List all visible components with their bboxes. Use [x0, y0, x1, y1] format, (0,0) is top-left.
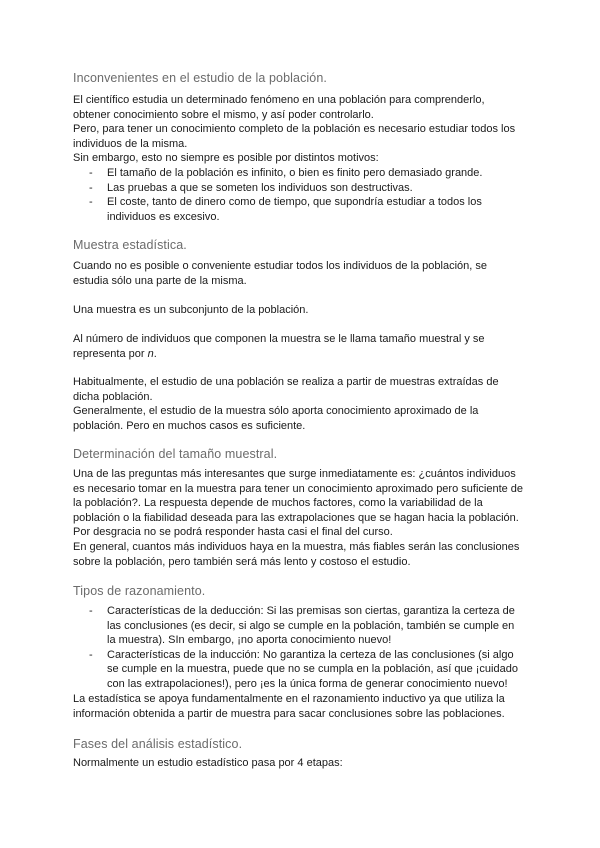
text-line: las conclusiones (es decir, si algo se cumple en la población, también se cumple en	[107, 619, 515, 632]
text-line: Pero, para tener un conocimiento completo de la población es necesario estudiar todos los	[73, 123, 516, 136]
bullet-dash: -	[89, 167, 93, 179]
text-line: información obtenida a partir de muestra para sacar conclusiones sobre las poblaciones.	[73, 707, 505, 720]
text-line: Características de la deducción: Si las premisas son ciertas, garantiza la certeza de	[107, 605, 515, 617]
text-line: individuos es excesivo.	[107, 210, 220, 223]
list-item	[73, 648, 533, 692]
paragraph-razonamiento	[73, 692, 533, 721]
text-line: Generalmente, el estudio de la muestra sólo aporta conocimiento aproximado de la	[73, 405, 479, 418]
text-line: la población?. La respuesta depende de muchos factores, como la variabilidad de la	[73, 497, 483, 510]
text-line: población o la fiabilidad deseada para las extrapolaciones que se hagan hacia la población.	[73, 511, 519, 524]
paragraph-muestra-3	[73, 332, 533, 361]
bullet-dash: -	[89, 196, 93, 209]
text-line: individuos de la misma.	[73, 137, 188, 150]
text-line: obtener conocimiento sobre el mismo, y así poder controlarlo.	[73, 108, 374, 121]
text-line	[73, 347, 533, 362]
text-line: Características de la inducción: No garantiza la certeza de las conclusiones (si algo	[107, 648, 514, 661]
list-item	[73, 181, 533, 196]
text-line: Al número de individuos que componen la muestra se le llama tamaño muestral y se	[73, 333, 485, 345]
paragraph-muestra-2	[73, 303, 533, 318]
bullet-dash: -	[89, 605, 93, 617]
list-item	[73, 195, 533, 224]
text-line: con las extrapolaciones!), pero ¡es la única forma de generar conocimiento nuevo!	[107, 677, 508, 690]
text-line: estudia sólo una parte de la misma.	[73, 274, 247, 287]
list-item	[73, 604, 533, 648]
text-fragment: representa por	[73, 347, 148, 360]
section-heading-razonamiento: Tipos de razonamiento.	[73, 584, 206, 598]
text-line: Sin embargo, esto no siempre es posible por distintos motivos:	[73, 152, 379, 165]
paragraph-muestra-4	[73, 375, 533, 433]
section-heading-muestra: Muestra estadística.	[73, 238, 187, 252]
text-line: población. Pero en muchos casos es suficiente.	[73, 419, 306, 432]
text-line: El tamaño de la población es infinito, o bien es finito pero demasiado grande.	[107, 167, 483, 179]
text-line: El científico estudia un determinado fenómeno en una población para comprenderlo,	[73, 94, 485, 106]
text-line: Una de las preguntas más interesantes que surge inmediatamente es: ¿cuántos individuos	[73, 468, 516, 480]
paragraph-fases	[73, 756, 533, 771]
bullet-list-motivos	[73, 166, 533, 224]
variable-n: n	[147, 347, 154, 360]
text-line: Las pruebas a que se someten los individuos son destructivas.	[107, 181, 413, 194]
text-line: la muestra). SIn embargo, ¡no aporta conocimiento nuevo!	[107, 634, 392, 647]
text-fragment: .	[153, 347, 157, 360]
section-heading-inconvenientes: Inconvenientes en el estudio de la población.	[73, 71, 327, 85]
text-line: sobre la población, pero también será más lento y costoso el estudio.	[73, 555, 411, 568]
text-line: Por desgracia no se podrá responder hasta casi el final del curso.	[73, 526, 393, 539]
paragraph-tamano	[73, 467, 533, 569]
list-item	[73, 166, 533, 181]
section-heading-tamano: Determinación del tamaño muestral.	[73, 447, 278, 461]
bullet-dash: -	[89, 648, 93, 661]
paragraph-inconvenientes	[73, 93, 533, 166]
section-heading-fases: Fases del análisis estadístico.	[73, 737, 243, 751]
paragraph-muestra-1	[73, 259, 533, 288]
text-line: Habitualmente, el estudio de una población se realiza a partir de muestras extraídas de	[73, 376, 499, 388]
text-line: En general, cuantos más individuos haya en la muestra, más fiables serán las conclusiones	[73, 540, 520, 553]
text-line: Una muestra es un subconjunto de la población.	[73, 304, 309, 316]
text-line: es necesario tomar en la muestra para tener un conocimiento aproximado pero suficiente de	[73, 482, 524, 495]
text-line: dicha población.	[73, 390, 153, 403]
text-line: se cumple en la muestra, puede que no se cumpla en la población, así que ¡cuidado	[107, 663, 518, 676]
bullet-dash: -	[89, 181, 93, 194]
text-line: El coste, tanto de dinero como de tiempo, que supondría estudiar a todos los	[107, 196, 482, 209]
text-line: Cuando no es posible o conveniente estudiar todos los individuos de la población, se	[73, 260, 488, 272]
text-line: La estadística se apoya fundamentalmente en el razonamiento inductivo ya que utiliza la	[73, 693, 505, 705]
text-line: Normalmente un estudio estadístico pasa por 4 etapas:	[73, 757, 343, 769]
bullet-list-razonamiento	[73, 604, 533, 692]
